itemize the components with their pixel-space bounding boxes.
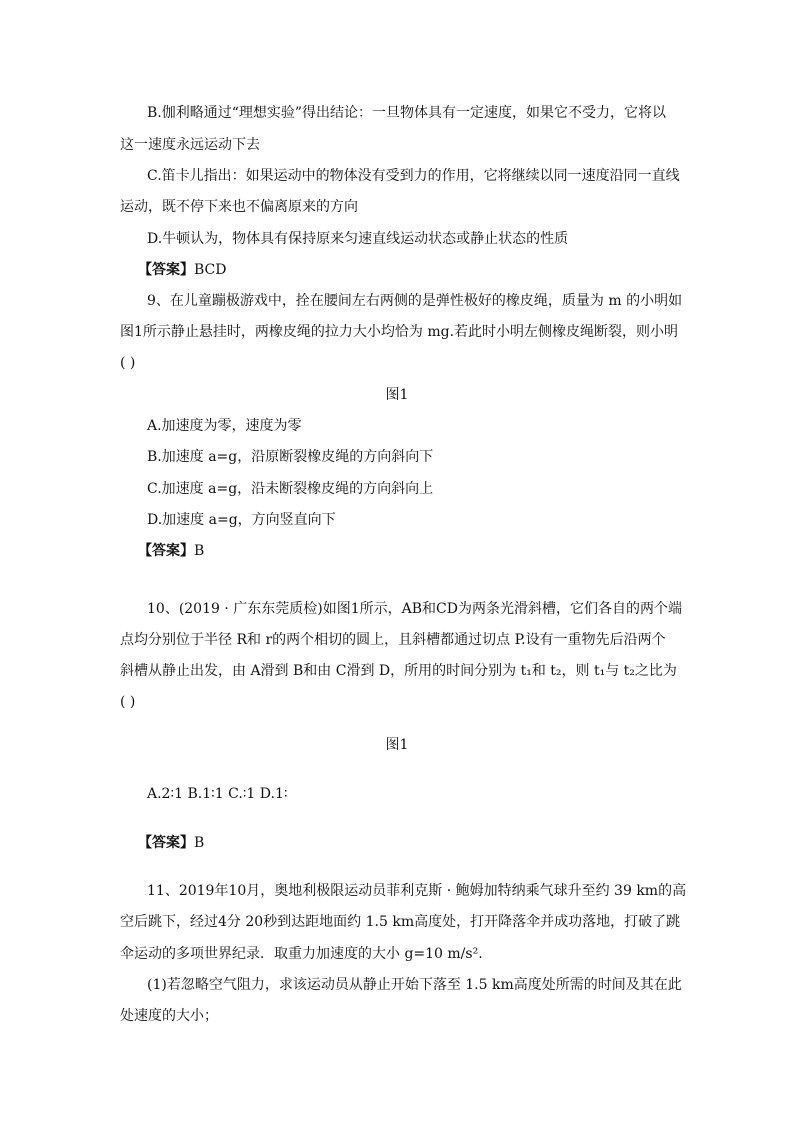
q10-figure-caption: 图1 (385, 737, 409, 753)
q8-option-d: D.牛顿认为，物体具有保持原来匀速直线运动状态或静止状态的性质 (147, 231, 569, 247)
q8-option-b-line1: B.伽利略通过“理想实验”得出结论：一旦物体具有一定速度，如果它不受力，它将以 (147, 105, 667, 121)
answer-label: 【答案】 (138, 835, 194, 851)
answer-label: 【答案】 (138, 543, 194, 559)
q9-figure-caption: 图1 (385, 387, 409, 403)
q11-stem-line3: 伞运动的多项世界纪录．取重力加速度的大小 g=10 m/s². (120, 946, 483, 962)
q9-stem-line3: ( ) (120, 355, 136, 371)
answer-value: BCD (194, 262, 227, 278)
q10-stem-line4: ( ) (120, 694, 136, 710)
q11-sub1-line1: (1)若忽略空气阻力，求该运动员从静止开始下落至 1.5 km高度处所需的时间及其在此 (147, 977, 682, 993)
q9-stem-line1: 9、在儿童蹦极游戏中，拴在腰间左右两侧的是弹性极好的橡皮绳，质量为 m 的小明如 (147, 293, 683, 309)
answer-value: B (194, 543, 205, 559)
q9-option-c: C.加速度 a=g，沿未断裂橡皮绳的方向斜向上 (147, 481, 434, 497)
q8-answer (138, 260, 226, 280)
q8-option-c-line2: 运动，既不停下来也不偏离原来的方向 (120, 199, 358, 215)
q8-option-c-line1: C.笛卡儿指出：如果运动中的物体没有受到力的作用，它将继续以同一速度沿同一直线 (147, 168, 680, 184)
q8-option-b-line2: 这一速度永远运动下去 (120, 137, 260, 153)
q10-answer (138, 833, 204, 853)
answer-label: 【答案】 (138, 262, 194, 278)
q10-stem-line1: 10、(2019 · 广东东莞质检)如图1所示，AB和CD为两条光滑斜槽，它们各自的两个端 (147, 601, 682, 617)
q9-option-a: A.加速度为零，速度为零 (147, 418, 302, 434)
q9-answer (138, 541, 204, 561)
q9-option-d: D.加速度 a=g，方向竖直向下 (147, 512, 336, 528)
q10-stem-line2: 点均分别位于半径 R和 r的两个相切的圆上，且斜槽都通过切点 P.设有一重物先后沿两个 (120, 632, 666, 648)
answer-value: B (194, 835, 205, 851)
q10-options: A.2∶1 B.1∶1 C.∶1 D.1∶ (147, 786, 288, 802)
q11-stem-line1: 11、2019年10月，奥地利极限运动员菲利克斯 · 鲍姆加特纳乘气球升至约 39 km的高 (147, 883, 687, 899)
q9-stem-line2: 图1所示静止悬挂时，两橡皮绳的拉力大小均恰为 mg.若此时小明左侧橡皮绳断裂，则小明 (120, 324, 679, 340)
q10-stem-line3: 斜槽从静止出发，由 A滑到 B和由 C滑到 D，所用的时间分别为 t₁和 t₂，则 t₁与 t₂之比为 (120, 663, 677, 679)
q11-stem-line2: 空后跳下，经过4分 20秒到达距地面约 1.5 km高度处，打开降落伞并成功落地，打破了跳 (120, 914, 681, 930)
q11-sub1-line2: 处速度的大小； (120, 1008, 218, 1024)
q9-option-b: B.加速度 a=g，沿原断裂橡皮绳的方向斜向下 (147, 449, 434, 465)
